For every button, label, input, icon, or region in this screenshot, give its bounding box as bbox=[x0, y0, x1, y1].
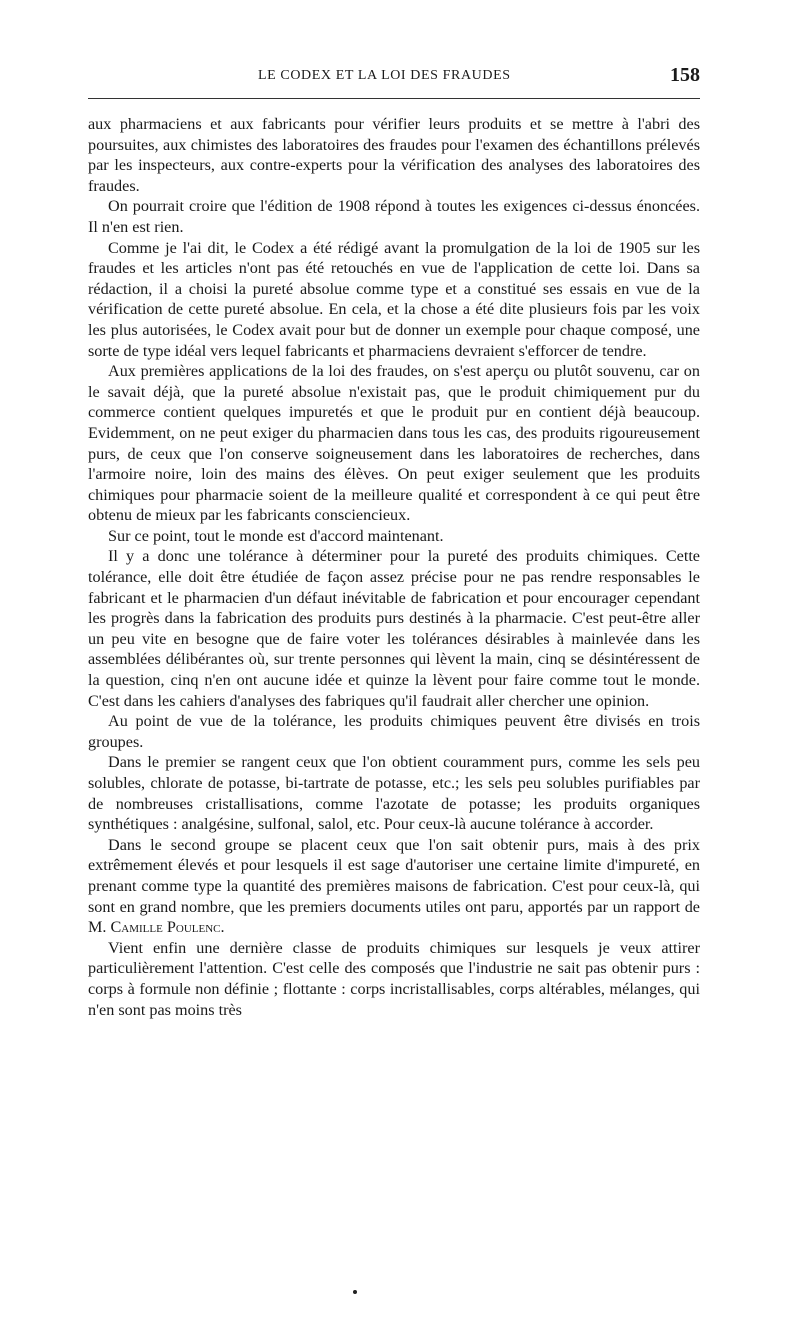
paragraph-9-text: Dans le second groupe se placent ceux que l'on sait obtenir purs, mais à des prix extrêmement élevés et pour lesquels il est sage d'autoriser une certaine limite d'impureté, en prenant comme type la quantité des premières maisons de fabrication. C'est pour ceux-là, qui sont en grand nombre, que les premiers documents utiles ont paru, apportés par un rapport de M. bbox=[88, 835, 700, 937]
author-name: Camille Poulenc bbox=[110, 918, 221, 937]
page-header bbox=[88, 64, 700, 100]
paragraph-7: Au point de vue de la tolérance, les produits chimiques peuvent être divisés en trois groupes. bbox=[88, 712, 700, 751]
paragraph-5: Sur ce point, tout le monde est d'accord maintenant. bbox=[108, 526, 444, 545]
page-number: 158 bbox=[670, 64, 700, 86]
footer-dot bbox=[353, 1290, 357, 1294]
header-rule bbox=[88, 98, 700, 99]
paragraph-3: Comme je l'ai dit, le Codex a été rédigé avant la promulgation de la loi de 1905 sur les fraudes et les articles n'ont pas été retouchés en vue de l'application de cette loi. Dans sa rédaction, il a choisi la pureté absolue comme type et a constitué ses essais en vue de la vérification de cette pureté absolue. En cela, et la chose a été dite plusieurs fois par les voix les plus autorisées, le Codex avait pour but de donner un exemple pour chaque composé, une sorte de type idéal vers lequel fabricants et pharmaciens devraient s'efforcer de tendre. bbox=[88, 238, 700, 360]
paragraph-4: Aux premières applications de la loi des fraudes, on s'est aperçu ou plutôt souvenu, car on le savait déjà, que la pureté absolue n'existait pas, que le produit chimiquement pur du commerce contient quelques impuretés et que le produit pur en contient déjà beaucoup. Evidemment, on ne peut exiger du pharmacien dans tous les cas, des produits rigoureusement purs, de ceux que l'on conserve soigneusement dans les laboratoires de recherches, dans l'armoire noire, loin des mains des élèves. On peut exiger seulement que les produits chimiques pour pharmacie soient de la meilleure qualité et correspondent à ce qui peut être obtenu de mieux par les fabricants consciencieux. bbox=[88, 362, 700, 525]
author-suffix: . bbox=[220, 918, 225, 937]
paragraph-10: Vient enfin une dernière classe de produits chimiques sur lesquels je veux attirer particulièrement l'attention. C'est celle des composés que l'industrie ne sait pas obtenir purs : corps à formule non définie ; flottante : corps incristallisables, corps altérables, mélanges, qui n'en sont pas moins très bbox=[88, 938, 700, 1019]
paragraph-8: Dans le premier se rangent ceux que l'on obtient couramment purs, comme les sels peu solubles, chlorate de potasse, bi-tartrate de potasse, etc.; les sels peu solubles purifiables par de nombreuses cristallisations, comme l'azotate de potasse; les produits organiques synthétiques : analgésine, sulfonal, salol, etc. Pour ceux-là aucune tolérance à accorder. bbox=[88, 753, 700, 834]
running-title: LE CODEX ET LA LOI DES FRAUDES bbox=[258, 68, 511, 83]
paragraph-2: On pourrait croire que l'édition de 1908 répond à toutes les exigences ci-dessus énoncées. Il n'en est rien. bbox=[88, 197, 700, 236]
paragraph-1: aux pharmaciens et aux fabricants pour vérifier leurs produits et se mettre à l'abri des poursuites, aux chimistes des laboratoires des fraudes pour l'examen des échantillons prélevés par les inspecteurs, aux contre-experts pour la vérification des analyses des laboratoires des fraudes. bbox=[88, 115, 700, 195]
paragraph-9 bbox=[88, 835, 700, 938]
body-text bbox=[88, 114, 700, 1020]
paragraph-6: Il y a donc une tolérance à déterminer pour la pureté des produits chimiques. Cette tolérance, elle doit être étudiée de façon assez précise pour ne pas rendre responsables le fabricant et le pharmacien d'un défaut inévitable de fabrication et pour encourager cependant les progrès dans la fabrication des produits purs destinés à la pharmacie. C'est peut-être aller un peu vite en besogne que de faire voter les tolérances désirables à mainlevée dans les assemblées délibérantes où, sur trente personnes qui lèvent la main, cinq se désintéressent de la question, cinq n'en ont aucune idée et quinze la lèvent pour faire comme tout le monde. C'est dans les cahiers d'analyses des fabriques qu'il faudrait aller chercher une opinion. bbox=[88, 547, 700, 710]
